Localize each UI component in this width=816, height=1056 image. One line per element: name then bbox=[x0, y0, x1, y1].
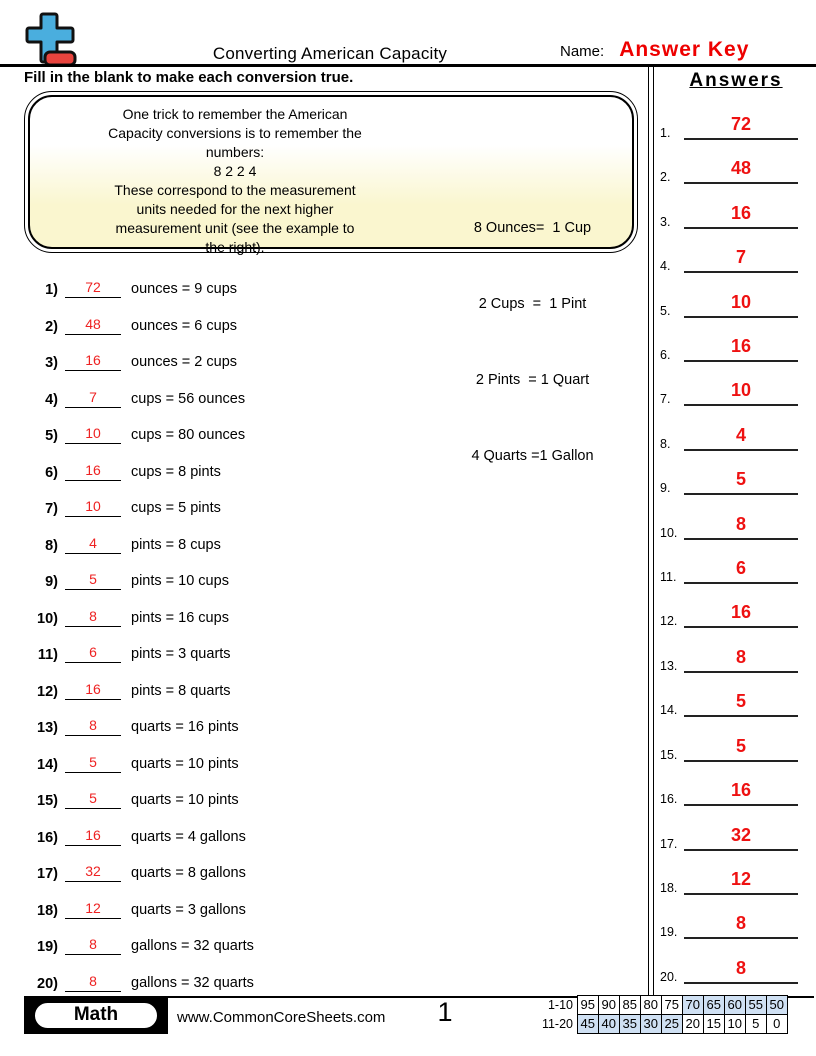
question-text: pints = 8 cups bbox=[131, 536, 221, 553]
answer-blank bbox=[65, 389, 121, 408]
answer-row bbox=[656, 197, 816, 229]
question-text: pints = 3 quarts bbox=[131, 646, 231, 663]
grade-cell: 5 bbox=[745, 1014, 768, 1034]
answer-line bbox=[684, 824, 798, 851]
answer-row bbox=[656, 641, 816, 673]
answer-blank bbox=[65, 498, 121, 517]
trick-text-line: Capacity conversions is to remember the bbox=[108, 125, 362, 141]
question-row bbox=[30, 459, 640, 481]
answer-line bbox=[684, 957, 798, 984]
answer-number: 11. bbox=[660, 570, 677, 585]
question-row bbox=[30, 787, 640, 809]
question-text: cups = 80 ounces bbox=[131, 427, 246, 444]
grade-cell: 80 bbox=[640, 995, 663, 1015]
answer-value: 4 bbox=[735, 424, 746, 445]
question-row bbox=[30, 860, 640, 882]
question-text: pints = 16 cups bbox=[131, 609, 229, 626]
question-answer: 4 bbox=[89, 534, 97, 551]
question-text: ounces = 9 cups bbox=[131, 281, 238, 297]
answer-value: 16 bbox=[730, 202, 752, 223]
answer-value: 8 bbox=[735, 646, 746, 667]
grade-cell: 65 bbox=[703, 995, 726, 1015]
grade-row-label: 11-20 bbox=[541, 1016, 573, 1031]
question-row bbox=[30, 532, 640, 554]
answer-value: 5 bbox=[735, 735, 746, 756]
trick-text-line: These correspond to the measurement bbox=[114, 182, 356, 198]
question-text: pints = 10 cups bbox=[131, 573, 229, 590]
answer-line bbox=[684, 691, 798, 717]
answer-row bbox=[656, 596, 816, 628]
answer-blank bbox=[65, 717, 121, 736]
question-answer: 48 bbox=[85, 315, 101, 332]
question-row bbox=[30, 422, 640, 444]
answer-row bbox=[656, 286, 816, 318]
grade-cell: 50 bbox=[766, 995, 789, 1015]
question-number: 19) bbox=[37, 939, 58, 956]
grade-cell: 90 bbox=[598, 995, 621, 1015]
website-text: www.CommonCoreSheets.com bbox=[177, 1009, 386, 1026]
answer-row bbox=[656, 552, 816, 584]
question-text: cups = 56 ounces bbox=[131, 390, 246, 407]
grade-cell: 35 bbox=[619, 1014, 642, 1034]
answer-number: 4. bbox=[660, 259, 671, 274]
answer-value: 10 bbox=[730, 291, 752, 312]
answer-row bbox=[656, 774, 816, 806]
grade-cell: 95 bbox=[577, 995, 600, 1015]
question-text: quarts = 3 gallons bbox=[131, 901, 246, 918]
vertical-divider bbox=[648, 67, 654, 997]
question-number: 10) bbox=[37, 610, 58, 627]
answer-number: 15. bbox=[660, 747, 678, 762]
answer-number: 5. bbox=[660, 303, 671, 318]
grade-cell: 0 bbox=[766, 1014, 789, 1034]
answer-blank bbox=[65, 900, 121, 919]
subject-badge bbox=[24, 997, 168, 1034]
grade-cell: 15 bbox=[703, 1014, 726, 1034]
question-answer: 8 bbox=[89, 972, 97, 989]
question-number: 8) bbox=[45, 537, 58, 554]
answer-value: 6 bbox=[735, 558, 746, 579]
question-number: 4) bbox=[45, 391, 58, 408]
answer-value: 8 bbox=[735, 957, 746, 978]
grade-cell: 45 bbox=[577, 1014, 600, 1034]
conversion-fact: 2 Pints = 1 Quart bbox=[475, 372, 590, 388]
grade-cell: 30 bbox=[640, 1014, 663, 1034]
question-row bbox=[30, 568, 640, 590]
question-answer: 32 bbox=[85, 863, 101, 880]
question-text: quarts = 10 pints bbox=[131, 792, 239, 809]
question-answer: 10 bbox=[85, 498, 101, 515]
answer-blank bbox=[65, 827, 121, 846]
question-answer: 7 bbox=[89, 388, 97, 405]
answer-value: 48 bbox=[730, 158, 752, 179]
answer-value: 72 bbox=[730, 114, 752, 134]
answer-row bbox=[656, 330, 816, 362]
question-row bbox=[30, 386, 640, 408]
conversion-fact: 8 Ounces= 1 Cup bbox=[473, 220, 592, 236]
answer-line bbox=[684, 247, 798, 273]
grade-table bbox=[533, 995, 788, 1034]
answers-list bbox=[656, 108, 816, 984]
answer-blank bbox=[65, 352, 121, 371]
question-number: 11) bbox=[37, 647, 58, 664]
answer-value: 5 bbox=[735, 469, 746, 490]
grade-cell: 60 bbox=[724, 995, 747, 1015]
question-number: 1) bbox=[45, 282, 58, 298]
question-answer: 8 bbox=[89, 717, 97, 734]
answer-blank bbox=[65, 316, 121, 335]
trick-text bbox=[40, 105, 430, 257]
question-number: 6) bbox=[45, 464, 58, 481]
answer-number: 16. bbox=[660, 792, 678, 807]
question-answer: 16 bbox=[85, 352, 101, 369]
answer-number: 19. bbox=[660, 925, 678, 940]
question-number: 3) bbox=[45, 355, 58, 372]
answer-row bbox=[656, 819, 816, 851]
answer-line bbox=[684, 424, 798, 451]
question-answer: 12 bbox=[85, 899, 101, 916]
answer-row bbox=[656, 374, 816, 406]
instruction-text: Fill in the blank to make each conversion true. bbox=[24, 69, 354, 86]
trick-text-line: measurement unit (see the example to bbox=[115, 220, 355, 236]
answer-value: 8 bbox=[735, 513, 746, 534]
header-divider bbox=[0, 64, 816, 67]
question-answer: 72 bbox=[85, 279, 101, 295]
grade-cell: 55 bbox=[745, 995, 768, 1015]
answer-line bbox=[684, 380, 798, 406]
question-text: quarts = 16 pints bbox=[131, 719, 239, 736]
answer-number: 3. bbox=[660, 214, 671, 229]
answer-blank bbox=[65, 608, 121, 627]
trick-text-line: 8 2 2 4 bbox=[213, 163, 257, 179]
answers-panel bbox=[656, 70, 816, 990]
answer-blank bbox=[65, 754, 121, 773]
question-number: 2) bbox=[45, 318, 58, 335]
answer-value: 32 bbox=[730, 824, 752, 845]
answer-line bbox=[684, 336, 798, 362]
grade-cell: 10 bbox=[724, 1014, 747, 1034]
grade-cell: 40 bbox=[598, 1014, 621, 1034]
grade-row bbox=[533, 1014, 788, 1034]
answer-value: 10 bbox=[730, 380, 752, 401]
answer-line bbox=[684, 913, 798, 939]
answer-blank bbox=[65, 790, 121, 809]
answer-line bbox=[684, 646, 798, 673]
answer-number: 17. bbox=[660, 836, 678, 851]
question-row bbox=[30, 824, 640, 846]
grade-cell: 20 bbox=[682, 1014, 705, 1034]
grade-cells bbox=[578, 995, 788, 1015]
answer-blank bbox=[65, 279, 121, 298]
answers-heading: Answers bbox=[689, 70, 783, 91]
question-text: ounces = 2 cups bbox=[131, 354, 238, 371]
question-number: 17) bbox=[37, 866, 58, 883]
question-number: 5) bbox=[45, 428, 58, 445]
grade-cells bbox=[578, 1014, 788, 1034]
conversion-fact: 4 Quarts =1 Gallon bbox=[471, 448, 594, 464]
question-row bbox=[30, 495, 640, 517]
question-answer: 8 bbox=[89, 607, 97, 624]
answer-value: 5 bbox=[735, 691, 746, 712]
answer-row bbox=[656, 952, 816, 984]
question-number: 12) bbox=[37, 683, 58, 700]
question-text: gallons = 32 quarts bbox=[131, 938, 254, 955]
question-number: 16) bbox=[37, 829, 58, 846]
answer-blank bbox=[65, 973, 121, 992]
question-row bbox=[30, 897, 640, 919]
answer-line bbox=[684, 158, 798, 184]
answer-line bbox=[684, 558, 798, 584]
question-row bbox=[30, 641, 640, 663]
question-text: quarts = 4 gallons bbox=[131, 828, 246, 845]
question-row bbox=[30, 678, 640, 700]
answer-value: 12 bbox=[730, 868, 752, 889]
answer-blank bbox=[65, 535, 121, 554]
question-number: 9) bbox=[45, 574, 58, 591]
answer-row bbox=[656, 508, 816, 540]
answer-blank bbox=[65, 462, 121, 481]
answer-line bbox=[684, 868, 798, 895]
question-text: quarts = 10 pints bbox=[131, 755, 239, 772]
answer-row bbox=[656, 730, 816, 762]
question-row bbox=[30, 751, 640, 773]
question-text: pints = 8 quarts bbox=[131, 682, 231, 699]
name-label: Name: bbox=[560, 43, 605, 60]
answer-number: 6. bbox=[660, 348, 671, 363]
answer-number: 20. bbox=[660, 969, 678, 984]
page-number: 1 bbox=[437, 997, 453, 1027]
question-row bbox=[30, 276, 640, 298]
question-number: 18) bbox=[37, 902, 58, 919]
question-text: ounces = 6 cups bbox=[131, 317, 238, 334]
answer-row bbox=[656, 907, 816, 939]
answer-line bbox=[684, 291, 798, 318]
answer-row bbox=[656, 419, 816, 451]
page-title: Converting American Capacity bbox=[212, 44, 448, 63]
answer-row bbox=[656, 463, 816, 495]
answer-value: 7 bbox=[735, 247, 746, 268]
answer-line bbox=[684, 513, 798, 540]
answer-line bbox=[684, 114, 798, 140]
questions-list bbox=[30, 276, 640, 992]
grade-cell: 85 bbox=[619, 995, 642, 1015]
question-number: 15) bbox=[37, 793, 58, 810]
question-answer: 16 bbox=[85, 826, 101, 843]
answer-number: 2. bbox=[660, 170, 671, 185]
question-text: cups = 8 pints bbox=[131, 463, 221, 480]
answer-line bbox=[684, 602, 798, 628]
question-text: quarts = 8 gallons bbox=[131, 865, 246, 882]
answer-line bbox=[684, 780, 798, 806]
question-number: 14) bbox=[37, 756, 58, 773]
answer-line bbox=[684, 469, 798, 495]
answer-number: 18. bbox=[660, 880, 678, 895]
answer-number: 7. bbox=[660, 392, 671, 407]
subject-label: Math bbox=[33, 1001, 159, 1030]
answer-value: 16 bbox=[730, 780, 752, 801]
answer-blank bbox=[65, 425, 121, 444]
question-answer: 16 bbox=[85, 461, 101, 478]
answer-number: 9. bbox=[660, 481, 671, 496]
question-row bbox=[30, 605, 640, 627]
answer-number: 10. bbox=[660, 525, 678, 540]
trick-text-line: One trick to remember the American bbox=[122, 106, 348, 122]
question-row bbox=[30, 714, 640, 736]
grade-row-label: 1-10 bbox=[547, 998, 573, 1012]
answer-number: 14. bbox=[660, 703, 678, 718]
answer-number: 1. bbox=[660, 126, 671, 140]
answer-row bbox=[656, 241, 816, 273]
grade-cell: 25 bbox=[661, 1014, 684, 1034]
answer-blank bbox=[65, 936, 121, 955]
answer-value: 16 bbox=[730, 602, 752, 623]
conversion-fact: 2 Cups = 1 Pint bbox=[478, 296, 587, 312]
grade-row bbox=[533, 995, 788, 1015]
answer-value: 16 bbox=[730, 336, 752, 357]
grade-cell: 70 bbox=[682, 995, 705, 1015]
trick-text-line: the right). bbox=[205, 239, 265, 255]
question-answer: 6 bbox=[89, 644, 97, 661]
question-answer: 5 bbox=[89, 753, 97, 770]
name-row bbox=[560, 38, 749, 62]
question-answer: 5 bbox=[89, 790, 97, 807]
question-row bbox=[30, 933, 640, 955]
answer-number: 12. bbox=[660, 614, 678, 629]
question-number: 20) bbox=[37, 975, 58, 992]
answer-number: 13. bbox=[660, 658, 678, 673]
trick-text-line: units needed for the next higher bbox=[136, 201, 334, 217]
answer-number: 8. bbox=[660, 436, 671, 451]
answer-value: 8 bbox=[735, 913, 746, 934]
answer-blank bbox=[65, 571, 121, 590]
question-answer: 5 bbox=[89, 571, 97, 588]
answer-blank bbox=[65, 644, 121, 663]
answer-key-value: Answer Key bbox=[619, 38, 750, 61]
question-row bbox=[30, 349, 640, 371]
trick-text-line: numbers: bbox=[205, 144, 265, 160]
answer-line bbox=[684, 735, 798, 762]
answer-row bbox=[656, 863, 816, 895]
question-number: 13) bbox=[37, 720, 58, 737]
answer-row bbox=[656, 685, 816, 717]
answer-row bbox=[656, 152, 816, 184]
answer-line bbox=[684, 202, 798, 229]
answer-blank bbox=[65, 863, 121, 882]
question-text: gallons = 32 quarts bbox=[131, 974, 254, 991]
grade-cell: 75 bbox=[661, 995, 684, 1015]
question-answer: 16 bbox=[85, 680, 101, 697]
question-row bbox=[30, 970, 640, 992]
question-row bbox=[30, 313, 640, 335]
answer-row bbox=[656, 108, 816, 140]
question-number: 7) bbox=[45, 501, 58, 518]
question-text: cups = 5 pints bbox=[131, 500, 221, 517]
answer-blank bbox=[65, 681, 121, 700]
question-answer: 10 bbox=[85, 425, 101, 442]
question-answer: 8 bbox=[89, 936, 97, 953]
